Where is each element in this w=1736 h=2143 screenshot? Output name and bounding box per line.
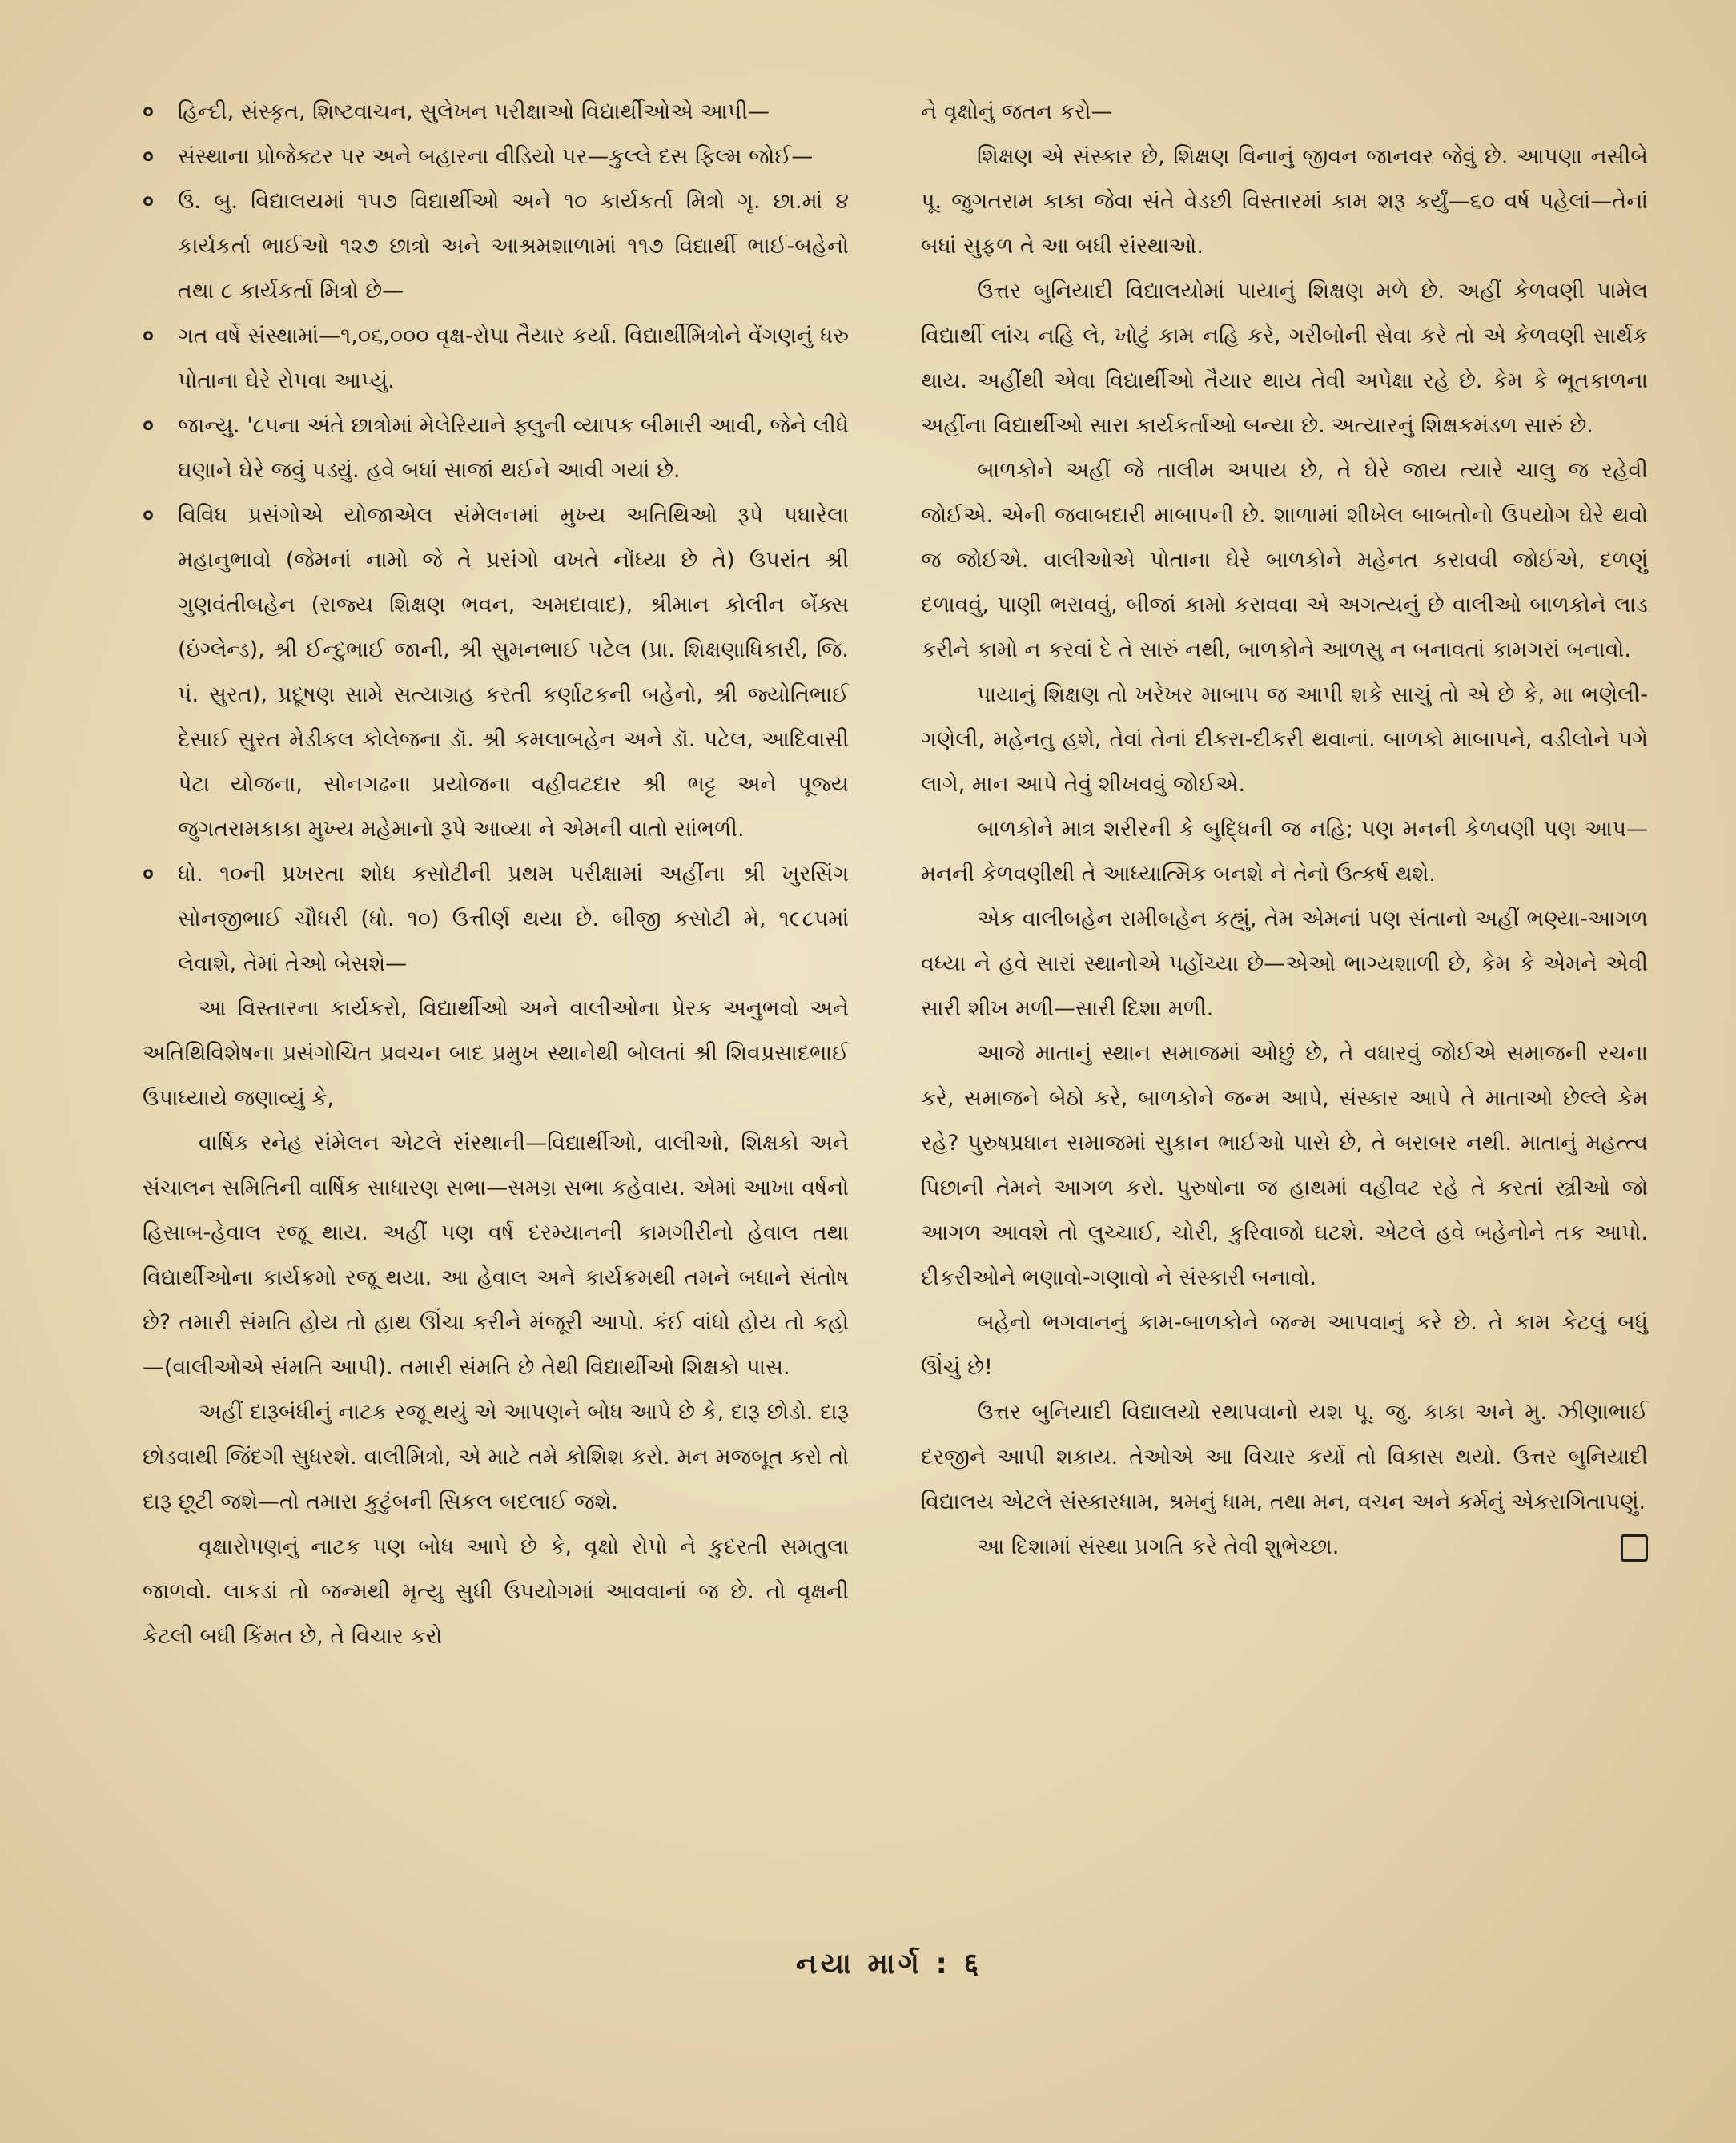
- bullet-item-illness: ० જાન્યુ. '૮૫ના અંતે છાત્રોમાં મેલેરિયાને ફ્લુની વ્યાપક બીમારી આવી, જેને લીધે ઘણાને ઘેરે જવું પડ્યું. હવે બધાં સાજાં થઈને આવી ગયાં છે.: [143, 404, 849, 493]
- paragraph-basic-education: ઉત્તર બુનિયાદી વિદ્યાલયોમાં પાયાનું શિક્ષણ મળે છે. અહીં કેળવણી પામેલ વિદ્યાર્થી લાંચ નહિ લે, ખોટું કામ નહિ કરે, ગરીબોની સેવા કરે તો એ કેળવણી સાર્થક થાય. અહીંથી એવા વિદ્યાર્થીઓ તૈયાર થાય તેવી અપેક્ષા રહે છે. કેમ કે ભૂતકાળના અહીંના વિદ્યાર્થીઓ સારા કાર્યકર્તાઓ બન્યા છે. અત્યારનું શિક્ષકમંડળ સારું છે.: [921, 279, 1648, 438]
- paragraph-tree-play: વૃક્ષારોપણનું નાટક પણ બોધ આપે છે કે, વૃક્ષો રોપો ને કુદરતી સમતુલા જાળવો. લાકડાં તો જન્મથી મૃત્યુ સુધી ઉપયોગમાં આવવાનાં જ છે. તો વૃક્ષની કેટલી બધી કિંમત છે, તે વિચાર કરો: [143, 1534, 849, 1649]
- bullet-item-talent-search: ० ધો. ૧૦ની પ્રખરતા શોધ કસોટીની પ્રથમ પરીક્ષામાં અહીંના શ્રી ખુરસિંગ સોનજીભાઈ ચૌધરી (ધો. ૧૦) ઉત્તીર્ણ થયા છે. બીજી કસોટી મે, ૧૯૮૫માં લેવાશે, તેમાં તેઓ બેસશે—: [143, 852, 849, 987]
- paragraph-education-culture: શિક્ષણ એ સંસ્કાર છે, શિક્ષણ વિનાનું જીવન જાનવર જેવું છે. આપણા નસીબે પૂ. જુગતરામ કાકા જેવા સંતે વેડછી વિસ્તારમાં કામ શરૂ કર્યું—૬૦ વર્ષ પહેલાં—તેનાં બધાં સુફળ તે આ બધી સંસ્થાઓ.: [921, 144, 1648, 259]
- activity-bullet-list: [143, 90, 849, 987]
- paragraph-mind-education: બાળકોને માત્ર શરીરની કે બુદ્ધિની જ નહિ; પણ મનની કેળવણી પણ આપ—મનની કેળવણીથી તે આધ્યાત્મિક બનશે ને તેનો ઉત્કર્ષ થશે.: [921, 817, 1648, 887]
- paragraph-annual-meeting: વાર્ષિક સ્નેહ સંમેલન એટલે સંસ્થાની—વિદ્યાર્થીઓ, વાલીઓ, શિક્ષકો અને સંચાલન સમિતિની વાર્ષિક સાધારણ સભા—સમગ્ર સભા કહેવાય. એમાં આખા વર્ષનો હિસાબ-હેવાલ રજૂ થાય. અહીં પણ વર્ષ દરમ્યાનની કામગીરીનો હેવાલ તથા વિદ્યાર્થીઓના કાર્યક્રમો રજૂ થયા. આ હેવાલ અને કાર્યક્રમથી તમને બધાને સંતોષ છે? તમારી સંમતિ હોય તો હાથ ઊંચા કરીને મંજૂરી આપો. કંઈ વાંધો હોય તો કહો—(વાલીઓએ સંમતિ આપી). તમારી સંમતિ છે તેથી વિદ્યાર્થીઓ શિક્ષકો પાસ.: [143, 1131, 849, 1380]
- left-column: [143, 90, 849, 1659]
- end-of-article-mark: [1621, 1534, 1648, 1562]
- closing-wish-text: આ દિશામાં સંસ્થા પ્રગતિ કરે તેવી શુભેચ્છા.: [977, 1534, 1340, 1559]
- paragraph-prohibition-play: અહીં દારૂબંધીનું નાટક રજૂ થયું એ આપણને બોધ આપે છે કે, દારૂ છોડો. દારૂ છોડવાથી જિંદગી સુધરશે. વાલીમિત્રો, એ માટે તમે કોશિશ કરો. મન મજબૂત કરો તો દારૂ છૂટી જશે—તો તમારા કુટુંબની સિકલ બદલાઈ જશે.: [143, 1400, 849, 1514]
- paragraph-founders-credit: ઉત્તર બુનિયાદી વિદ્યાલયો સ્થાપવાનો યશ પૂ. જુ. કાકા અને મુ. ઝીણાભાઈ દરજીને આપી શકાય. તેઓએ આ વિચાર કર્યો તો વિકાસ થયો. ઉત્તર બુનિયાદી વિદ્યાલય એટલે સંસ્કારધામ, શ્રમનું ધામ, તથા મન, વચન અને કર્મનું એકરાગિતાપણું.: [921, 1400, 1648, 1514]
- bullet-item-saplings: ० ગત વર્ષે સંસ્થામાં—૧,૦૬,૦૦૦ વૃક્ષ-રોપા તૈયાર કર્યા. વિદ્યાર્થીમિત્રોને વેંગણનું ધરુ પોતાના ઘેરે રોપવા આપ્યું.: [143, 314, 849, 404]
- bullet-item-guests: ० વિવિધ પ્રસંગોએ યોજાએલ સંમેલનમાં મુખ્ય અતિથિઓ રૂપે પધારેલા મહાનુભાવો (જેમનાં નામો જે તે પ્રસંગો વખતે નોંધ્યા છે તે) ઉપરાંત શ્રી ગુણવંતીબહેન (રાજ્ય શિક્ષણ ભવન, અમદાવાદ), શ્રીમાન કોલીન બેંક્સ (ઇંગ્લેન્ડ), શ્રી ઈન્દુભાઈ જાની, શ્રી સુમનભાઈ પટેલ (પ્રા. શિક્ષણાધિકારી, જિ. પં. સુરત), પ્રદૂષણ સામે સત્યાગ્રહ કરતી કર્ણાટકની બહેનો, શ્રી જ્યોતિભાઈ દેસાઈ સુરત મેડીકલ કોલેજના ડૉ. શ્રી કમલાબહેન અને ડૉ. પટેલ, આદિવાસી પેટા યોજના, સોનગઢના પ્રયોજના વહીવટદાર શ્રી ભટ્ટ અને પૂજ્ય જુગતરામકાકા મુખ્ય મહેમાનો રૂપે આવ્યા ને એમની વાતો સાંભળી.: [143, 493, 849, 852]
- paragraph-speech-intro: આ વિસ્તારના કાર્યકરો, વિદ્યાર્થીઓ અને વાલીઓના પ્રેરક અનુભવો અને અતિથિવિશેષના પ્રસંગોચિત પ્રવચન બાદ પ્રમુખ સ્થાનેથી બોલતાં શ્રી શિવપ્રસાદભાઈ ઉપાધ્યાયે જણાવ્યું કે,: [143, 996, 849, 1111]
- paragraph-parents-teach: પાયાનું શિક્ષણ તો ખરેખર માબાપ જ આપી શકે સાચું તો એ છે કે, મા ભણેલી-ગણેલી, મહેનતુ હશે, તેવાં તેનાં દીકરા-દીકરી થવાનાં. બાળકો માબાપને, વડીલોને પગે લાગે, માન આપે તેવું શીખવવું જોઈએ.: [921, 682, 1648, 797]
- bullet-item-exams: ० હિન્દી, સંસ્કૃત, શિષ્ટવાચન, સુલેખન પરીક્ષાઓ વિદ્યાર્થીઓએ આપી—: [143, 90, 849, 135]
- paragraph-tree-care: ને વૃક્ષોનું જતન કરો—: [921, 99, 1113, 124]
- paragraph-closing-wish: [921, 1525, 1648, 1570]
- bullet-item-enrollment: ० ઉ. બુ. વિદ્યાલયમાં ૧૫૭ વિદ્યાર્થીઓ અને ૧૦ કાર્યકર્તા મિત્રો ગૃ. છા.માં ૪ કાર્યકર્તા ભાઈઓ ૧૨૭ છાત્રો અને આશ્રમશાળામાં ૧૧૭ વિદ્યાર્થી ભાઈ-બહેનો તથા ૮ કાર્યકર્તા મિત્રો છે—: [143, 179, 849, 314]
- right-column: [921, 90, 1648, 1570]
- paragraph-mothers-place: આજે માતાનું સ્થાન સમાજમાં ઓછું છે, તે વધારવું જોઈએ સમાજની રચના કરે, સમાજને બેઠો કરે, બાળકોને જન્મ આપે, સંસ્કાર આપે તે માતાઓ છેલ્લે કેમ રહે? પુરુષપ્રધાન સમાજમાં સુકાન ભાઈઓ પાસે છે, તે બરાબર નથી. માતાનું મહત્ત્વ પિછાની તેમને આગળ કરો. પુરુષોના જ હાથમાં વહીવટ રહે તે કરતાં સ્ત્રીઓ જો આગળ આવશે તો લુચ્ચાઈ, ચોરી, કુરિવાજો ઘટશે. એટલે હવે બહેનોને તક આપો. દીકરીઓને ભણાવો-ગણાવો ને સંસ્કારી બનાવો.: [921, 1041, 1648, 1290]
- paragraph-home-training: બાળકોને અહીં જે તાલીમ અપાય છે, તે ઘેરે જાય ત્યારે ચાલુ જ રહેવી જોઈએ. એની જવાબદારી માબાપની છે. શાળામાં શીખેલ બાબતોનો ઉપયોગ ઘેરે થવો જ જોઈએ. વાલીઓએ પોતાના ઘેરે બાળકોને મહેનત કરાવવી જોઈએ, દળણું દળાવવું, પાણી ભરાવવું, બીજાં કામો કરાવવા એ અગત્યનું છે વાલીઓ બાળકોને લાડ કરીને કામો ન કરવાં દે તે સારું નથી, બાળકોને આળસુ ન બનાવતાં કામગરાં બનાવો.: [921, 458, 1648, 662]
- bullet-item-films: ० સંસ્થાના પ્રોજેક્ટર પર અને બહારના વીડિયો પર—કુલ્લે દસ ફિલ્મ જોઈ—: [143, 135, 849, 179]
- paragraph-sisters-work: બહેનો ભગવાનનું કામ-બાળકોને જન્મ આપવાનું કરે છે. તે કામ કેટલું બધું ઊંચું છે!: [921, 1310, 1648, 1380]
- page-footer: નયા માર્ગ : ६: [795, 1948, 983, 1980]
- paragraph-parent-testimony: એક વાલીબહેન રામીબહેન કહ્યું, તેમ એમનાં પણ સંતાનો અહીં ભણ્યા-આગળ વધ્યા ને હવે સારાં સ્થાનોએ પહોંચ્યા છે—એઓ ભાગ્યશાળી છે, કેમ કે એમને એવી સારી શીખ મળી—સારી દિશા મળી.: [921, 907, 1648, 1021]
